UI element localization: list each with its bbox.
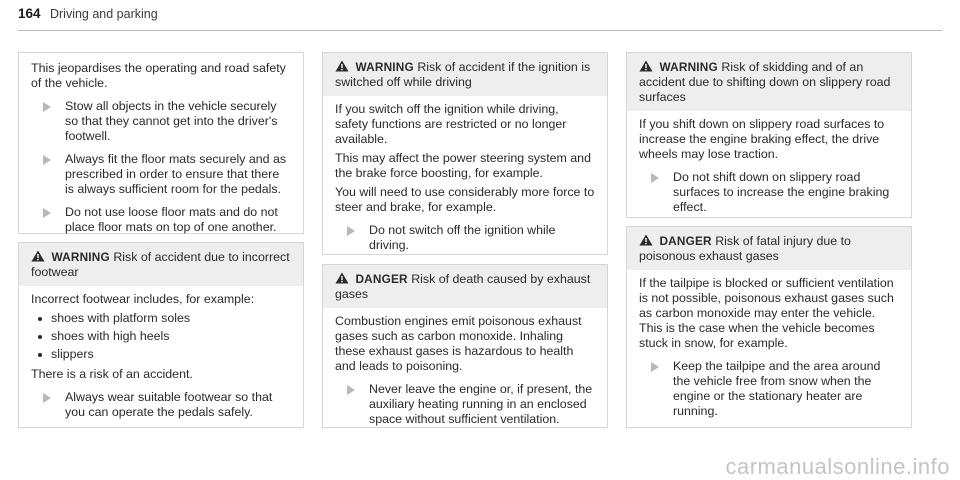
header-divider [18,30,942,31]
watermark: carmanualsonline.info [725,454,950,479]
warning-box-skidding [626,52,912,218]
arrow-right-icon [651,173,659,183]
warning-triangle-icon [639,234,653,246]
step-text: Never leave the engine or, if present, the auxiliary heating running in an enclosed space without sufficient ventilation. [369,382,593,426]
step-text: Do not shift down on slippery road surfaces to increase the engine braking effect. [673,170,890,214]
warning-header [323,53,607,96]
step-text: Do not switch off the ignition while driving. [369,223,556,252]
list-item [31,347,291,362]
danger-paragraph: Combustion engines emit poisonous exhaust gases such as carbon monoxide. Inhaling these exhaust gases is hazardous to health and leads to poisoning. [335,314,582,373]
instruction-step [31,205,291,235]
arrow-right-icon [347,385,355,395]
list-item [31,329,291,344]
list-item-text: shoes with platform soles [51,311,191,325]
warning-heading: Risk of accident due to incorrect footwear [31,250,290,279]
step-text: Always fit the floor mats securely and as prescribed in order to ensure that there is always sufficient room for the pedals. [65,152,287,196]
warning-paragraph: If you shift down on slippery road surfaces to increase the engine braking effect, the drive wheels may lose traction. [639,117,885,161]
list-item-text: shoes with high heels [51,329,170,343]
signal-word: DANGER [355,272,408,286]
instruction-step [31,152,291,197]
arrow-right-icon [43,102,51,112]
continuation-intro: This jeopardises the operating and road safety of the vehicle. [31,61,286,90]
warning-triangle-icon [335,272,349,284]
arrow-right-icon [347,226,355,236]
list-item-text: slippers [51,347,94,361]
danger-heading: Risk of fatal injury due to poisonous exhaust gases [639,234,851,263]
bullet-dot [38,353,42,357]
instruction-step [335,382,595,427]
instruction-step [335,223,595,253]
warning-paragraph: If you switch off the ignition while driving, safety functions are restricted or no longer available. [335,102,567,146]
warning-intro: Incorrect footwear includes, for example: [31,292,255,306]
instruction-step [639,359,899,419]
warning-heading: Risk of accident if the ignition is switched off while driving [335,60,591,89]
danger-heading: Risk of death caused by exhaust gases [335,272,591,301]
signal-word: WARNING [51,250,110,264]
step-text: Always wear suitable footwear so that you can operate the pedals safely. [65,390,273,419]
danger-paragraph: If the tailpipe is blocked or sufficient ventilation is not possible, poisonous exhaust gases such as carbon monoxide may enter the vehicle. This is the case when the vehicle becomes stuck in snow, for example. [639,276,894,350]
page-header [18,6,942,30]
warning-box-footwear [18,242,304,428]
warning-triangle-icon [31,250,45,262]
danger-box-poisoning [626,226,912,428]
warning-paragraph: You will need to use considerably more force to steer and brake, for example. [335,185,595,214]
warning-header [19,243,303,286]
signal-word: DANGER [659,234,712,248]
signal-word: WARNING [355,60,414,74]
arrow-right-icon [43,393,51,403]
instruction-step [31,99,291,144]
instruction-step [639,170,899,215]
warning-heading: Risk of skidding and of an accident due to shifting down on slippery road surfaces [639,60,891,104]
warning-header [627,53,911,111]
step-text: Do not use loose floor mats and do not place floor mats on top of one another. [65,205,278,234]
warning-paragraph: This may affect the power steering system and the brake force boosting, for example. [335,151,591,180]
page-number: 164 [18,6,41,21]
danger-header [627,227,911,270]
danger-header [323,265,607,308]
signal-word: WARNING [659,60,718,74]
arrow-right-icon [43,155,51,165]
bullet-dot [38,317,42,321]
step-text: Keep the tailpipe and the area around the vehicle free from snow when the engine or the stationary heater are running. [673,359,881,418]
warning-triangle-icon [335,60,349,72]
bullet-dot [38,335,42,339]
warning-triangle-icon [639,60,653,72]
instruction-step [31,390,291,420]
warning-box-ignition [322,52,608,255]
list-item [31,311,291,326]
section-title: Driving and parking [49,7,158,21]
arrow-right-icon [43,208,51,218]
arrow-right-icon [651,362,659,372]
continuation-box [18,52,304,234]
risk-statement: There is a risk of an accident. [31,367,193,381]
step-text: Stow all objects in the vehicle securely so that they cannot get into the driver's footwell. [65,99,278,143]
danger-box-exhaust [322,264,608,428]
